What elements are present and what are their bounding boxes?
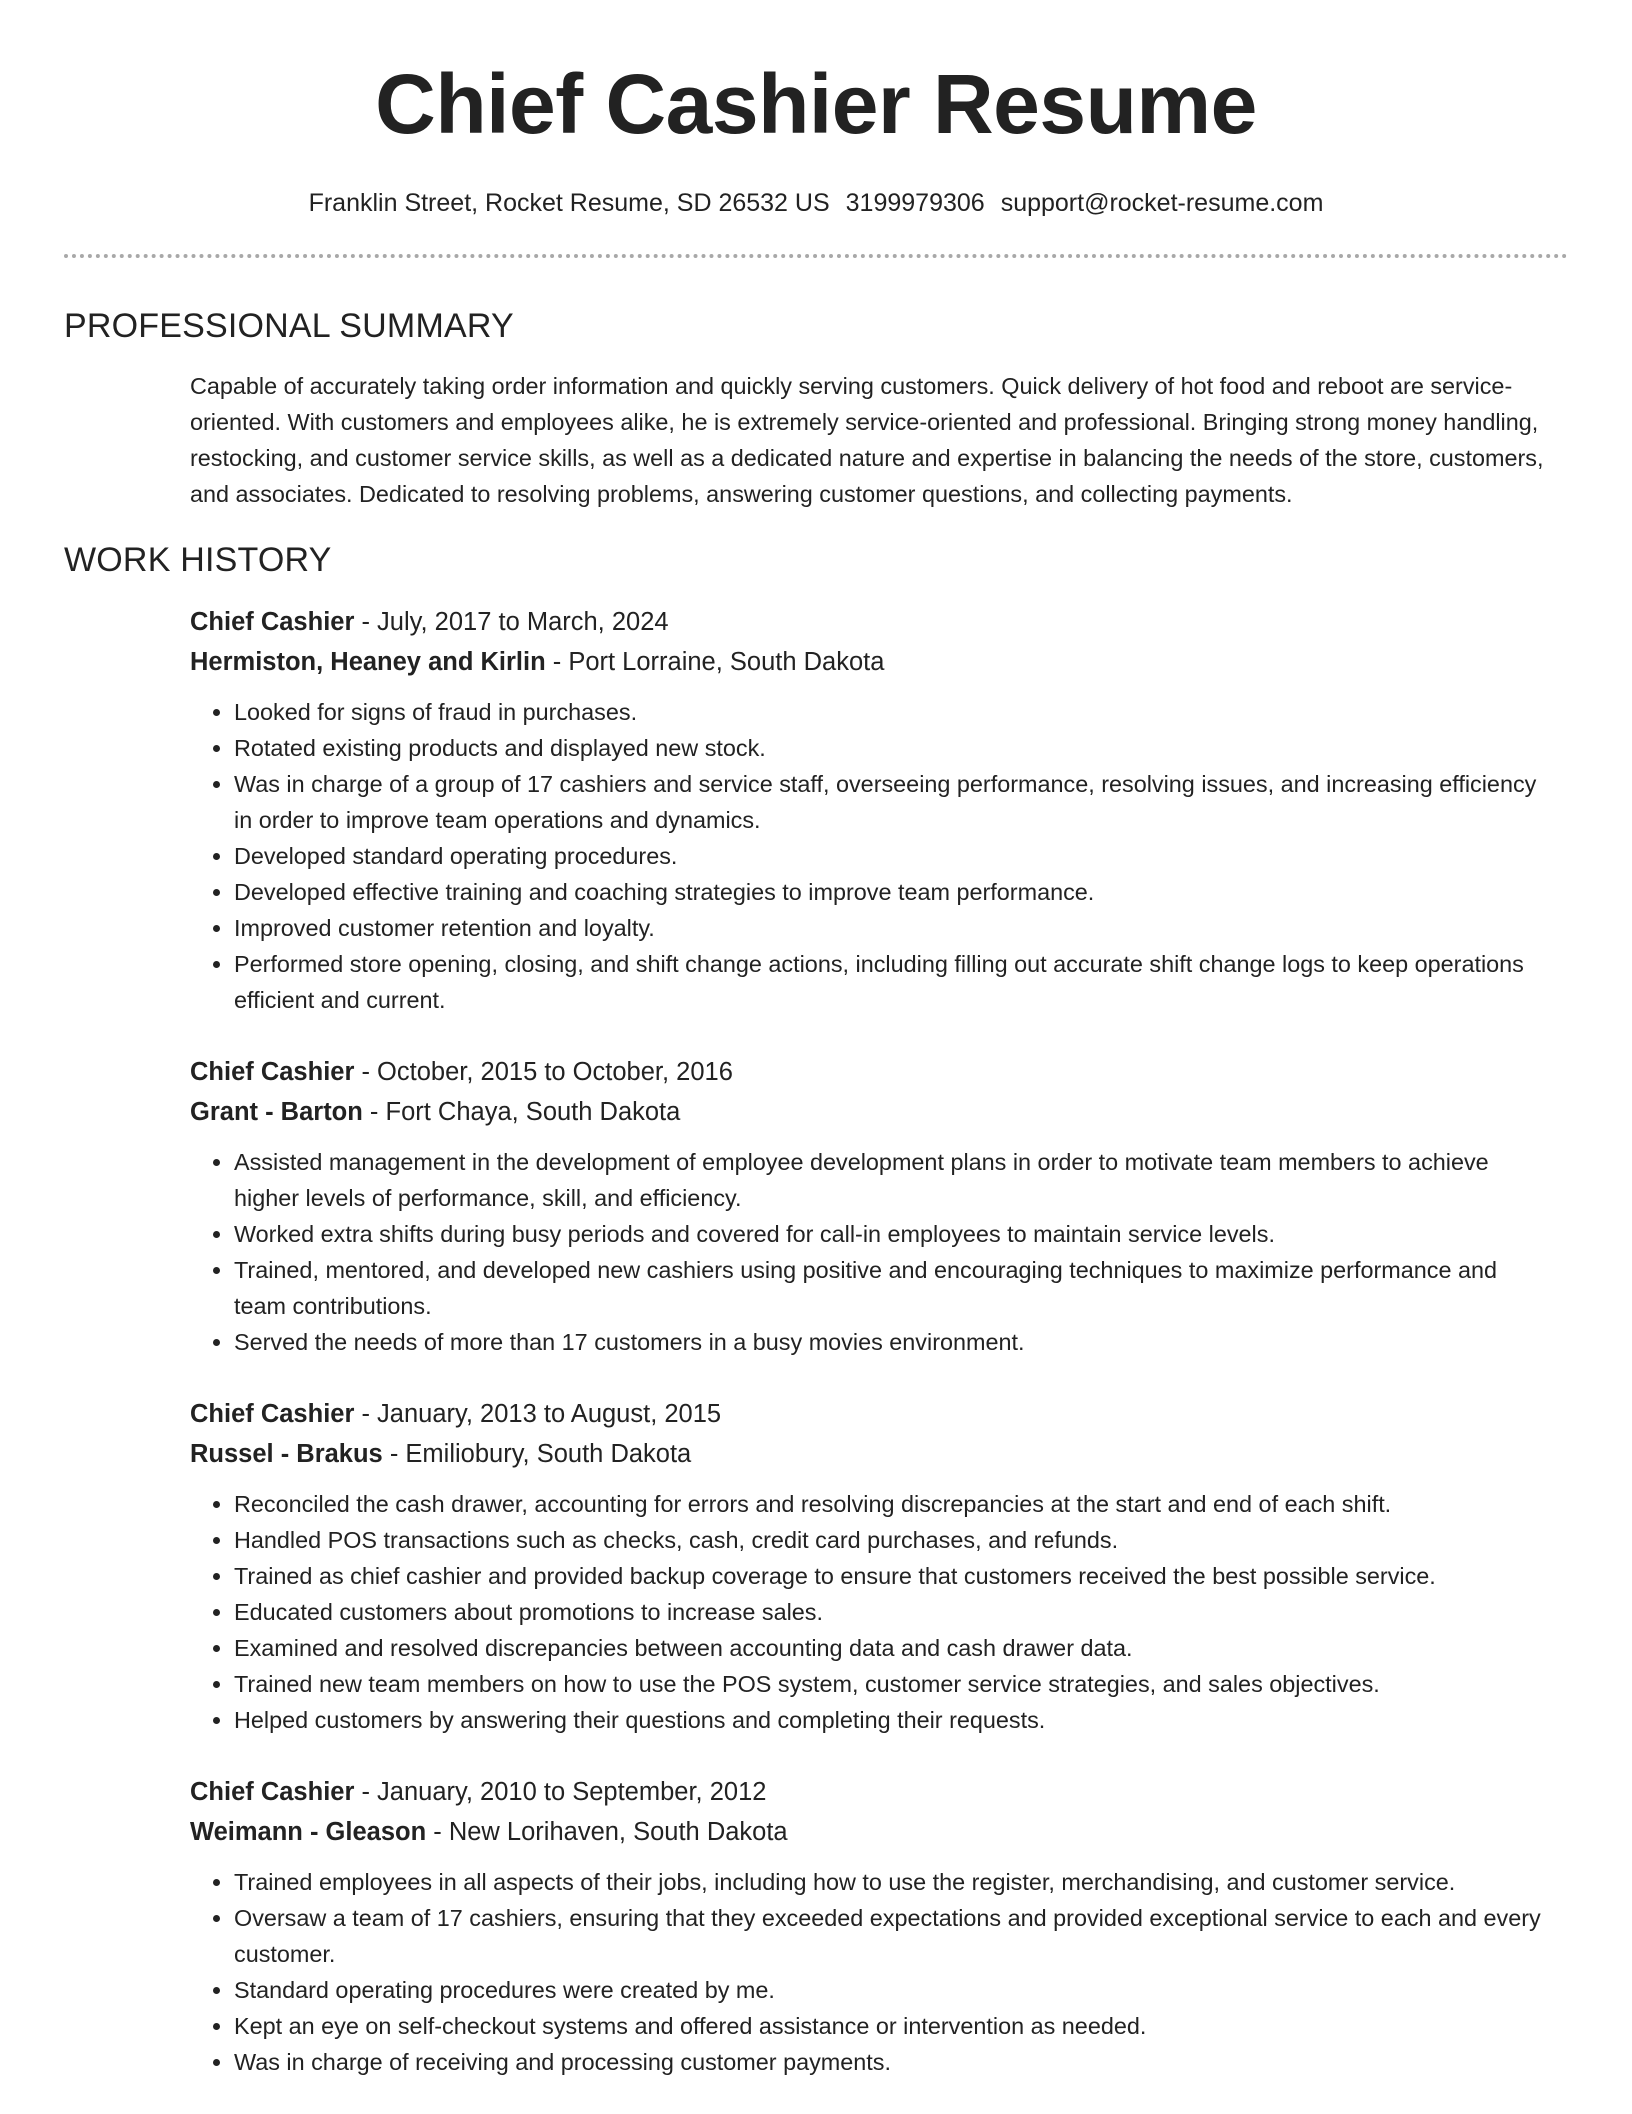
- job-bullet: • Was in charge of a group of 17 cashiers and service staff, overseeing performance, resolving issues, and increasing efficiency in order to improve team operations and dynamics.: [234, 766, 1554, 838]
- job-company-line: [190, 1092, 1554, 1132]
- job-location: - Fort Chaya, South Dakota: [362, 1098, 681, 1126]
- job-bullet: • Looked for signs of fraud in purchases.: [234, 694, 1554, 730]
- job-bullet: • Rotated existing products and displayed new stock.: [234, 730, 1554, 766]
- job-entry: [190, 1052, 1554, 1360]
- job-bullet: • Trained employees in all aspects of their jobs, including how to use the register, merchandising, and customer service.: [234, 1864, 1554, 1900]
- job-company-line: [190, 1812, 1554, 1852]
- job-role: Chief Cashier: [190, 1400, 355, 1428]
- job-bullet: • Developed effective training and coaching strategies to improve team performance.: [234, 874, 1554, 910]
- job-bullet: • Examined and resolved discrepancies between accounting data and cash drawer data.: [234, 1630, 1554, 1666]
- job-bullets: [190, 1144, 1554, 1360]
- resume-page: [64, 0, 1568, 2114]
- job-dates: - July, 2017 to March, 2024: [354, 608, 669, 636]
- job-bullet: • Kept an eye on self-checkout systems and offered assistance or intervention as needed.: [234, 2008, 1554, 2044]
- job-company: Weimann - Gleason: [190, 1818, 427, 1846]
- job-company: Hermiston, Heaney and Kirlin: [190, 648, 546, 676]
- job-bullet: • Helped customers by answering their questions and completing their requests.: [234, 1702, 1554, 1738]
- job-company: Russel - Brakus: [190, 1440, 383, 1468]
- job-title-line: [190, 1772, 1554, 1812]
- job-bullet: • Handled POS transactions such as checks, cash, credit card purchases, and refunds.: [234, 1522, 1554, 1558]
- contact-email: support@rocket-resume.com: [1000, 189, 1324, 217]
- job-dates: - January, 2013 to August, 2015: [354, 1400, 722, 1428]
- job-bullet: • Worked extra shifts during busy periods and covered for call-in employees to maintain service levels.: [234, 1216, 1554, 1252]
- section-title-work-history: WORK HISTORY: [64, 541, 332, 579]
- job-bullet: • Improved customer retention and loyalty.: [234, 910, 1554, 946]
- job-entry: [190, 1772, 1554, 2080]
- job-title-line: [190, 602, 1554, 642]
- job-title-line: [190, 1394, 1554, 1434]
- summary-text: Capable of accurately taking order information and quickly serving customers. Quick delivery of hot food and reboot are service-oriented. With customers and employees alike, he is extremely service-oriented and professional. Bringing strong money handling, restocking, and customer service skills, as well as a dedicated nature and expertise in balancing the needs of the store, customers, and associates. Dedicated to resolving problems, answering customer questions, and collecting payments.: [190, 373, 1544, 507]
- job-bullet: • Trained new team members on how to use the POS system, customer service strategies, and sales objectives.: [234, 1666, 1554, 1702]
- section-title-summary: PROFESSIONAL SUMMARY: [64, 307, 514, 345]
- header-divider: [64, 254, 1568, 258]
- job-bullet: • Trained, mentored, and developed new cashiers using positive and encouraging techniques to maximize performance and team contributions.: [234, 1252, 1554, 1324]
- job-bullets: [190, 1486, 1554, 1738]
- job-location: - New Lorihaven, South Dakota: [426, 1818, 788, 1846]
- job-bullet: • Educated customers about promotions to increase sales.: [234, 1594, 1554, 1630]
- job-bullet: • Trained as chief cashier and provided backup coverage to ensure that customers received the best possible service.: [234, 1558, 1554, 1594]
- job-bullet: • Standard operating procedures were created by me.: [234, 1972, 1554, 2008]
- job-bullet: • Was in charge of receiving and processing customer payments.: [234, 2044, 1554, 2080]
- job-bullet: • Reconciled the cash drawer, accounting for errors and resolving discrepancies at the start and end of each shift.: [234, 1486, 1554, 1522]
- job-bullet: • Served the needs of more than 17 customers in a busy movies environment.: [234, 1324, 1554, 1360]
- job-bullets: [190, 1864, 1554, 2080]
- job-bullets: [190, 694, 1554, 1018]
- job-role: Chief Cashier: [190, 1058, 355, 1086]
- job-role: Chief Cashier: [190, 1778, 355, 1806]
- job-role: Chief Cashier: [190, 608, 355, 636]
- work-history-list: [190, 602, 1554, 2080]
- job-location: - Emiliobury, South Dakota: [382, 1440, 692, 1468]
- job-dates: - January, 2010 to September, 2012: [354, 1778, 767, 1806]
- job-bullet: • Developed standard operating procedures.: [234, 838, 1554, 874]
- job-bullet: • Performed store opening, closing, and shift change actions, including filling out accurate shift change logs to keep operations efficient and current.: [234, 946, 1554, 1018]
- job-company: Grant - Barton: [190, 1098, 363, 1126]
- job-entry: [190, 602, 1554, 1018]
- job-bullet: • Oversaw a team of 17 cashiers, ensuring that they exceeded expectations and provided exceptional service to each and every customer.: [234, 1900, 1554, 1972]
- job-title-line: [190, 1052, 1554, 1092]
- job-bullet: • Assisted management in the development of employee development plans in order to motivate team members to achieve higher levels of performance, skill, and efficiency.: [234, 1144, 1554, 1216]
- job-company-line: [190, 642, 1554, 682]
- job-entry: [190, 1394, 1554, 1738]
- contact-phone: 3199979306: [845, 189, 985, 217]
- job-dates: - October, 2015 to October, 2016: [354, 1058, 733, 1086]
- job-company-line: [190, 1434, 1554, 1474]
- contact-info: [64, 188, 1568, 218]
- resume-title: Chief Cashier Resume: [375, 57, 1257, 151]
- contact-address: Franklin Street, Rocket Resume, SD 26532 US: [308, 189, 830, 217]
- job-location: - Port Lorraine, South Dakota: [545, 648, 885, 676]
